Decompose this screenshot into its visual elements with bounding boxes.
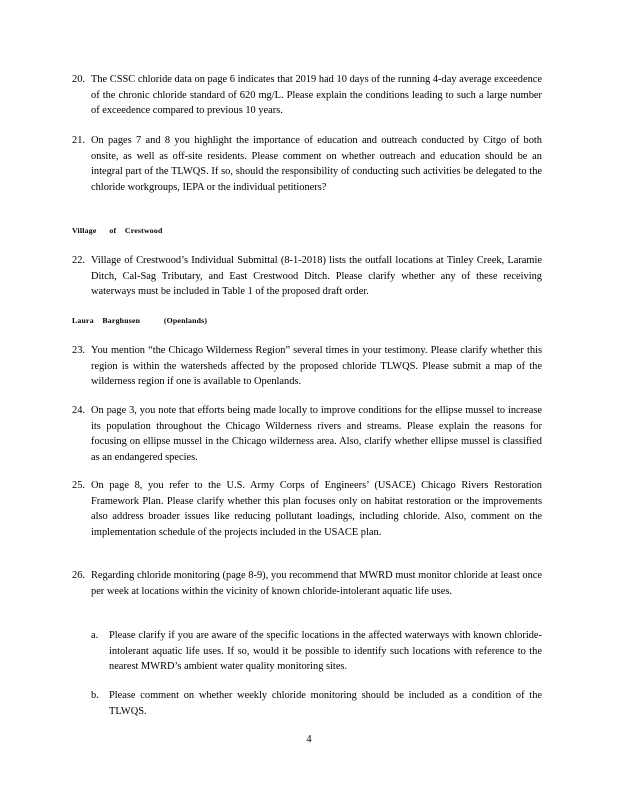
- question-text: On page 8, you refer to the U.S. Army Corps of Engineers’ (USACE) Chicago Rivers Restoration Framework Plan. Please clarify whether this plan focuses only on habitat restoration or the improvements also address broader issues like reducing pollutant loadings, including chloride. Also, comment on the implementation schedule of the projects included in the USACE plan.: [91, 480, 542, 538]
- question-26: [72, 568, 542, 599]
- question-26a: [91, 628, 542, 675]
- question-25: [72, 478, 542, 540]
- question-21: [72, 133, 542, 195]
- subquestion-letter: a.: [91, 630, 99, 641]
- section-heading-openlands: Laura Barghusen (Openlands): [72, 316, 208, 325]
- question-text: Village of Crestwood’s Individual Submittal (8-1-2018) lists the outfall locations at Tinley Creek, Laramie Ditch, Cal-Sag Tributary, and East Crestwood Ditch. Please clarify whether any of these receiving waterways must be included in Table 1 of the proposed draft order.: [91, 255, 542, 298]
- question-text: Regarding chloride monitoring (page 8-9), you recommend that MWRD must monitor chloride at least once per week at locations within the vicinity of known chloride-intolerant aquatic life uses.: [91, 570, 542, 597]
- question-text: The CSSC chloride data on page 6 indicates that 2019 had 10 days of the running 4-day average exceedence of the chronic chloride standard of 620 mg/L. Please explain the conditions leading to such a large number of exceedence compared to previous 10 years.: [91, 74, 542, 117]
- subquestion-letter: b.: [91, 690, 99, 701]
- question-text: On page 3, you note that efforts being made locally to improve conditions for the ellipse mussel to increase its population throughout the Chicago Wilderness rivers and streams. Please explain the reasons for focusing on ellipse mussel in the Chicago wilderness area. Also, clarify whether ellipse mussel is classified as an endangered species.: [91, 405, 542, 463]
- question-text: On pages 7 and 8 you highlight the importance of education and outreach conducted by Citgo of both onsite, as well as off-site residents. Please comment on whether outreach and education should be an integral part of the TLWQS. If so, should the responsibility of conducting such activities be delegated to the chloride workgroups, IEPA or the individual petitioners?: [91, 135, 542, 193]
- question-number: 22.: [72, 255, 85, 266]
- question-number: 24.: [72, 405, 85, 416]
- question-26b: [91, 688, 542, 719]
- question-23: [72, 343, 542, 390]
- page-number: 4: [306, 734, 312, 745]
- question-24: [72, 403, 542, 465]
- question-number: 25.: [72, 480, 85, 491]
- section-heading-crestwood: Village of Crestwood: [72, 226, 163, 235]
- question-text: You mention “the Chicago Wilderness Region” several times in your testimony. Please clarify whether this region is within the watersheds affected by the proposed chloride TLWQS. Please submit a map of the wilderness region if one is available to Openlands.: [91, 345, 542, 388]
- question-22: [72, 253, 542, 300]
- question-number: 20.: [72, 74, 85, 85]
- question-number: 26.: [72, 570, 85, 581]
- subquestion-text: Please clarify if you are aware of the specific locations in the affected waterways with known chloride-intolerant aquatic life uses. If so, would it be possible to identify such locations with reference to the nearest MWRD’s ambient water quality monitoring sites.: [109, 630, 542, 673]
- question-20: [72, 72, 542, 119]
- subquestion-text: Please comment on whether weekly chloride monitoring should be included as a condition of the TLWQS.: [109, 690, 542, 717]
- question-number: 21.: [72, 135, 85, 146]
- question-number: 23.: [72, 345, 85, 356]
